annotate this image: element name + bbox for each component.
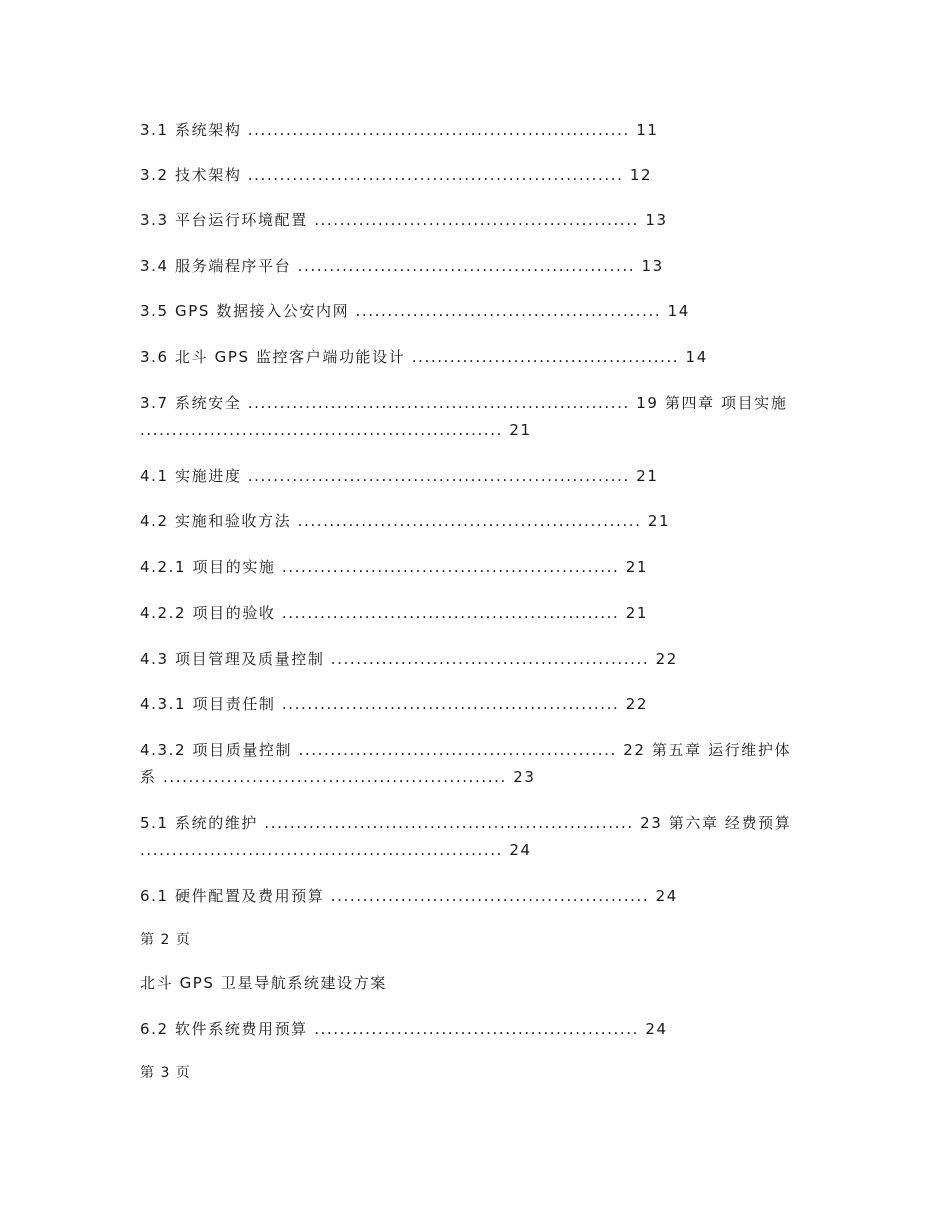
toc-entry-6-1: 6.1 硬件配置及费用预算 .................................................. 24 bbox=[140, 887, 678, 905]
toc-entry-4-3-2: 4.3.2 项目质量控制 .................................................. 22 第五章 运行维护体 bbox=[140, 741, 792, 759]
toc-entry-chapter-5-continued: 系 ...................................................... 23 bbox=[140, 768, 536, 786]
toc-entry-3-4: 3.4 服务端程序平台 ..................................................... 13 bbox=[140, 257, 664, 275]
toc-entry-4-2-1: 4.2.1 项目的实施 ..................................................... 21 bbox=[140, 558, 649, 576]
toc-entry-3-2: 3.2 技术架构 ........................................................... 12 bbox=[140, 166, 653, 184]
page-number-3: 第 3 页 bbox=[140, 1065, 191, 1081]
toc-entry-4-3: 4.3 项目管理及质量控制 .................................................. 22 bbox=[140, 650, 678, 668]
toc-entry-3-1: 3.1 系统架构 ............................................................ 11 bbox=[140, 121, 659, 139]
toc-entry-4-2: 4.2 实施和验收方法 ...................................................... 21 bbox=[140, 512, 671, 530]
toc-entry-6-2: 6.2 软件系统费用预算 ................................................... 24 bbox=[140, 1020, 668, 1038]
document-running-header: 北斗 GPS 卫星导航系统建设方案 bbox=[140, 974, 387, 992]
toc-entry-chapter-6-continued: ......................................................... 24 bbox=[140, 841, 532, 859]
toc-entry-4-3-1: 4.3.1 项目责任制 ..................................................... 22 bbox=[140, 695, 649, 713]
toc-entry-4-1: 4.1 实施进度 ............................................................ 21 bbox=[140, 467, 659, 485]
page-number-2: 第 2 页 bbox=[140, 932, 191, 948]
toc-entry-4-2-2: 4.2.2 项目的验收 ..................................................... 21 bbox=[140, 604, 649, 622]
toc-entry-3-7: 3.7 系统安全 ............................................................ 19 第四章 项目实施 bbox=[140, 394, 788, 412]
toc-entry-3-3: 3.3 平台运行环境配置 ................................................... 13 bbox=[140, 211, 668, 229]
toc-entry-chapter-4-continued: ......................................................... 21 bbox=[140, 421, 532, 439]
toc-entry-5-1: 5.1 系统的维护 .......................................................... 23 第六章 经费预算 bbox=[140, 814, 792, 832]
toc-entry-3-5: 3.5 GPS 数据接入公安内网 ................................................ 14 bbox=[140, 302, 690, 320]
toc-entry-3-6: 3.6 北斗 GPS 监控客户端功能设计 .......................................... 14 bbox=[140, 348, 708, 366]
